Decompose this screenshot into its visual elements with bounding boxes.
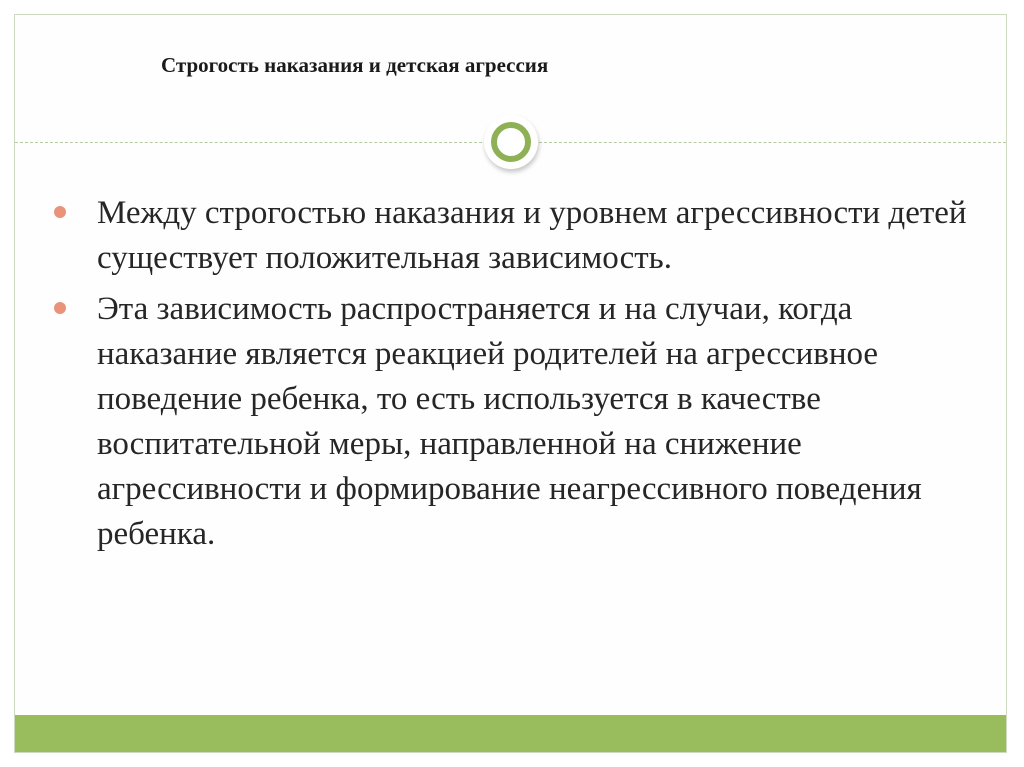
bullet-item [53,191,983,281]
bullet-dot-icon [54,206,66,218]
bullet-text: Эта зависимость распространяется и на случаи, когда наказание является реакцией родителей на агрессивное поведение ребенка, то есть используется в качестве воспитательной меры, направленной на снижение агрессивности и формирование неагрессивного поведения ребенка. [97,291,922,552]
bullet-dot-icon [54,302,66,314]
slide [14,14,1007,753]
bullet-text: Между строгостью наказания и уровнем агрессивности детей существует положительная зависимость. [97,195,967,276]
slide-title: Строгость наказания и детская агрессия [161,53,549,77]
circle-ring-icon [484,115,538,169]
circle-ring-inner [491,122,531,162]
bullet-list [53,191,983,563]
footer-bar [15,715,1006,752]
bullet-item [53,287,983,557]
